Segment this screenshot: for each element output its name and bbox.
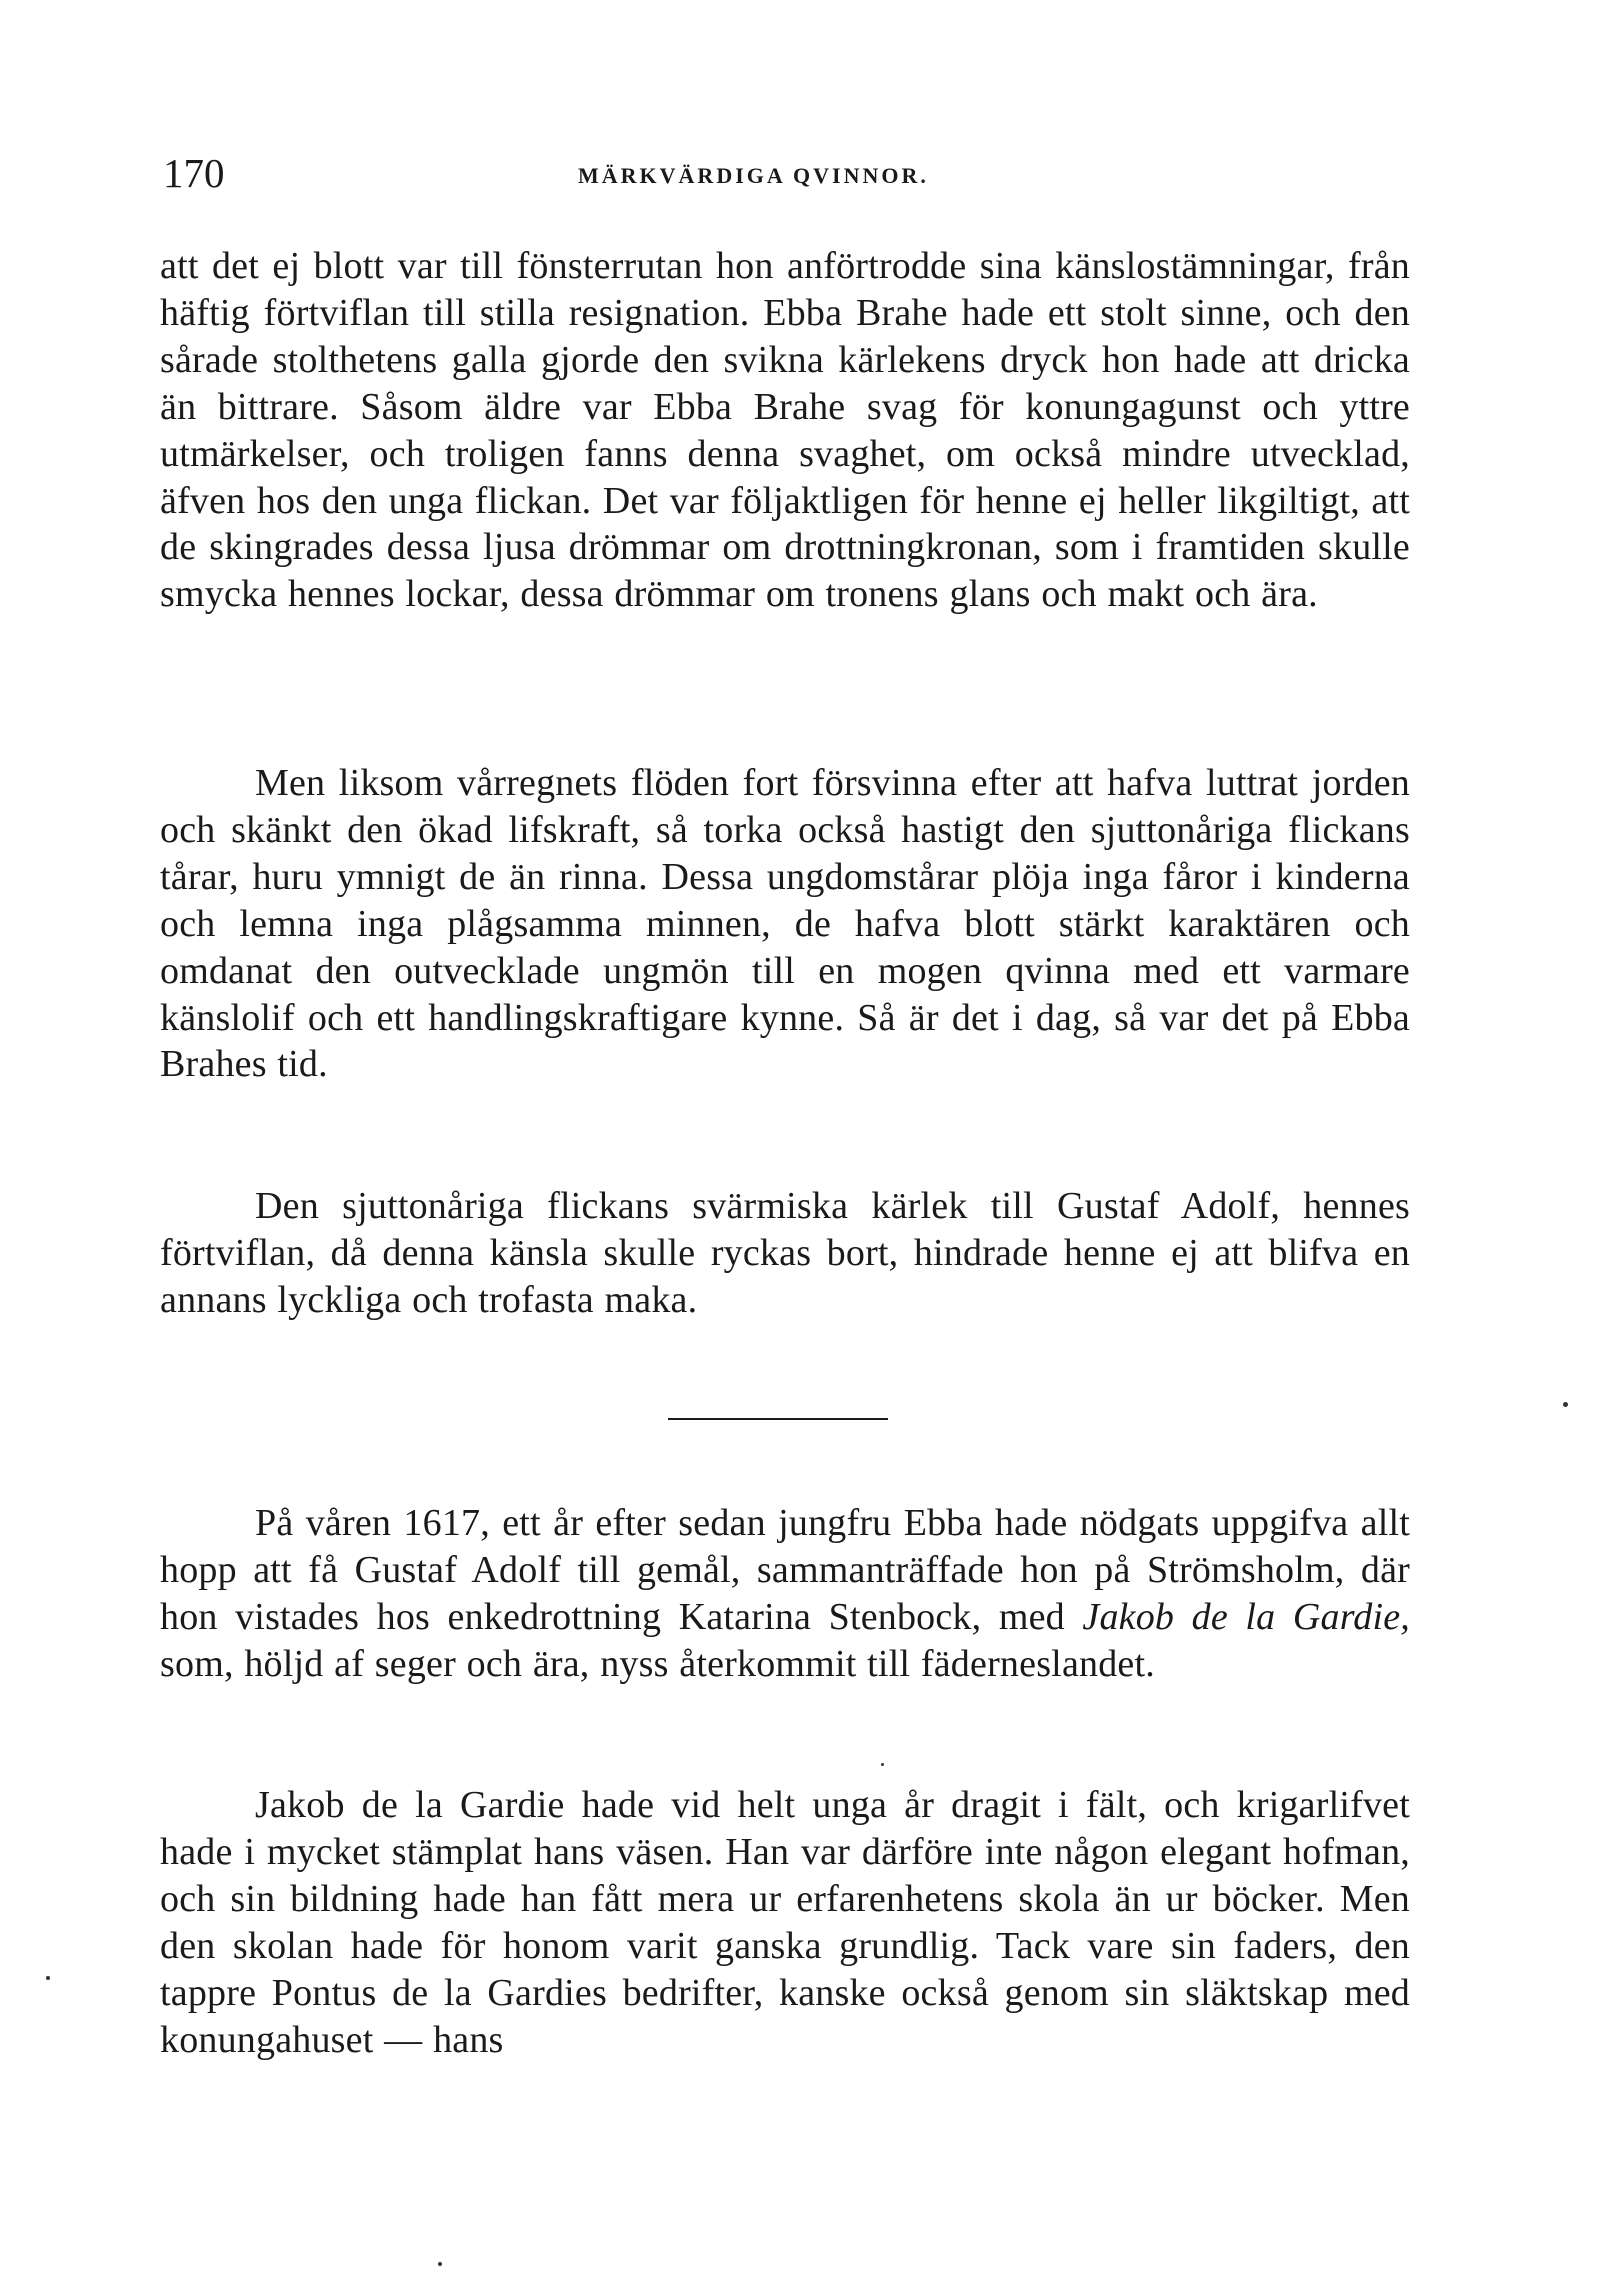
paragraph-seventeen-year-old: Den sjuttonåriga flickans svärmiska kärlek till Gustaf Adolf, hennes förtviflan, då denna känsla skulle ryckas bort, hindrade henne ej att blifva en annans lyckliga och trofasta maka. [160,1185,1410,1321]
paragraph-text-part: som, höljd af seger och ära, nyss återkommit till fäderneslandet. [160,1642,1155,1685]
print-speck [1563,1402,1568,1407]
paragraph-jakob-de-la-gardie: Jakob de la Gardie hade vid helt unga år dragit i fält, och krigarlifvet hade i mycket stämplat hans väsen. Han var därföre inte någon elegant hofman, och sin bildning hade han fått mera ur erfarenhetens skola än ur böcker. Men den skolan hade för honom varit ganska grundlig. Tack vare sin faders, den tappre Pontus de la Gardies bedrifter, kanske också genom sin släktskap med konungahuset — hans [160,1784,1410,2061]
print-speck [438,2262,442,2266]
italic-name: Jakob de la Gardie, [1082,1595,1410,1638]
paragraph-spring-rains: Men liksom vårregnets flöden fort försvinna efter att hafva luttrat jorden och skänkt den ökad lifskraft, så torka också hastigt den sjuttonåriga flickans tårar, huru ymnigt de än rinna. Dessa ungdomstårar plöja inga fåror i kinderna och lemna inga plågsamma minnen, de hafva blott stärkt karaktären och omdanat den outvecklade ungmön till en mogen qvinna med ett varmare känslolif och ett handlingskraftigare kynne. Så är det i dag, så var det på Ebba Brahes tid. [160,762,1410,1086]
print-speck [881,1763,884,1766]
page-number: 170 [163,150,225,196]
section-divider [668,1418,888,1420]
running-head: MÄRKVÄRDIGA QVINNOR. [578,163,929,188]
print-speck [46,1976,50,1980]
page-header [163,148,1408,198]
paragraph-text-part: På våren 1617, ett år efter sedan jungfru Ebba hade nödgats uppgifva allt hopp att få Gustaf Adolf till gemål, sammanträffade hon på Strömsholm, där hon vistades hos enkedrottning Katarina Stenbock, med [160,1502,1410,1638]
paragraph-continuation: att det ej blott var till fönsterrutan hon anförtrodde sina känslostämningar, från häftig förtviflan till stilla resignation. Ebba Brahe hade ett stolt sinne, och den sårade stolthetens galla gjorde den svikna kärlekens dryck hon hade att dricka än bittrare. Såsom äldre var Ebba Brahe svag för konungagunst och yttre utmärkelser, och troligen fanns denna svaghet, om också mindre utvecklad, äfven hos den unga flickan. Det var följaktligen för henne ej heller likgiltigt, att de skingrades dessa ljusa drömmar om drottningkronan, som i framtiden skulle smycka hennes lockar, dessa drömmar om tronens glans och makt och ära. [160,245,1410,616]
paragraph-spring-1617 [160,1500,1410,1688]
